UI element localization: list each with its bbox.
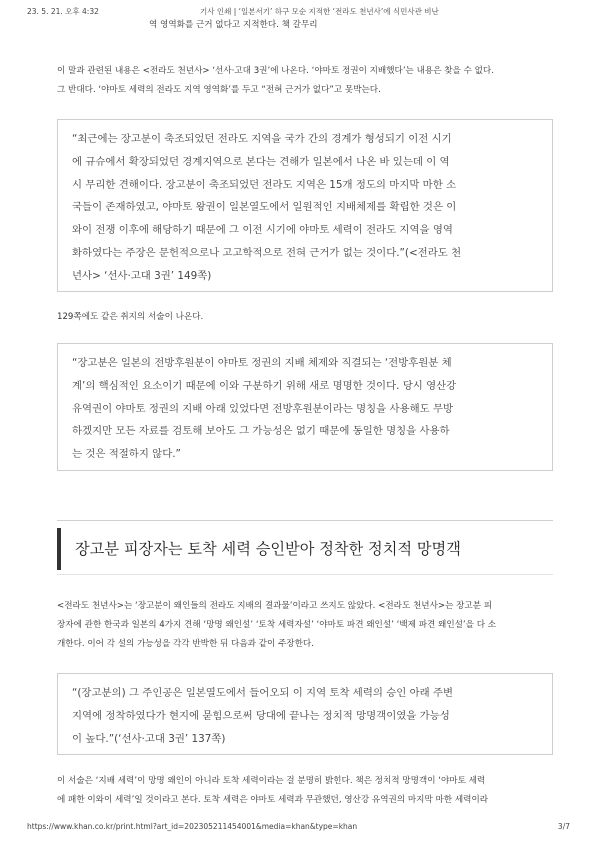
print-url: https://www.khan.co.kr/print.html?art_id=202305211454001&media=khan&type=khan <box>27 822 358 831</box>
paragraph-line: 개한다. 이어 각 설의 가능성을 각각 반박한 뒤 다음과 같이 주장한다. <box>57 639 314 649</box>
quote-line: 는 것은 적절하지 않다.” <box>72 448 181 461</box>
print-article-title: 기사 인쇄 | ‘일본서기’ 하구 모순 지적한 ‘전라도 천년사’에 식민사관 비난 <box>200 7 439 16</box>
paragraph-line: 장자에 관한 한국과 일본의 4가지 견해 ‘망명 왜인설’ ‘토착 세력자설’ ‘야마토 파견 왜인설’ ‘백제 파견 왜인설’을 다 소 <box>57 620 497 630</box>
paragraph-line: 그 반대다. ‘야마토 세력의 전라도 지역 영역화’를 두고 “전혀 근거가 없다”고 못박는다. <box>57 85 381 95</box>
paragraph-line: 129쪽에도 같은 취지의 서술이 나온다. <box>57 312 204 322</box>
paragraph-line: <전라도 천년사>는 ‘장고분이 왜인들의 전라도 지배의 결과물’이라고 쓰지도 않았다. <전라도 천년사>는 장고분 피 <box>57 601 493 611</box>
quote-line: 년사> ‘선사·고대 3권’ 149쪽) <box>72 269 212 282</box>
paragraph-line: 에 패한 이와이 세력’일 것이라고 본다. 토착 세력은 야마토 세력과 무관했던, 영산강 유역권의 마지막 마한 세력이라 <box>57 795 489 805</box>
quote-line: 국들이 존재하였고, 야마토 왕권이 일본열도에서 일원적인 지배체제를 확립한 것은 이 <box>72 201 457 214</box>
quote-line: 유역권이 야마토 정권의 지배 아래 있었다면 전방후원분이라는 명칭을 사용해도 무방 <box>72 402 454 415</box>
quote-line: 와이 전쟁 이후에 해당하기 때문에 그 이전 시기에 야마토 세력이 전라도 지역을 영역 <box>72 224 453 237</box>
print-date: 23. 5. 21. 오후 4:32 <box>27 7 99 16</box>
quote-line: 지역에 정착하였다가 현지에 묻힘으로써 당대에 끝나는 정치적 망명객이였을 가능성 <box>72 709 450 722</box>
subheading-rule <box>57 574 553 575</box>
paragraph-line: 이 서술은 ‘지배 세력’이 망명 왜인이 아니라 토착 세력이라는 걸 분명히 밝힌다. 책은 정치적 망명객이 ‘야마토 세력 <box>57 776 486 786</box>
quote-box-1 <box>57 119 553 292</box>
quote-line: 시 무리한 견해이다. 장고분이 축조되었던 전라도 지역은 15개 정도의 마지막 마한 소 <box>72 178 457 191</box>
section-subheading <box>57 528 553 570</box>
body-paragraph-3 <box>57 597 553 654</box>
body-paragraph-4 <box>57 772 553 810</box>
body-paragraph-1 <box>57 62 553 100</box>
quote-line: 이 높다.”(‘선사·고대 3권’ 137쪽) <box>72 732 226 745</box>
body-paragraph-2 <box>57 308 553 327</box>
page-number: 3/7 <box>557 822 570 831</box>
caption-line: 역 영역화를 근거 없다고 지적한다. 책 갈무리 <box>149 20 318 30</box>
quote-line: “최근에는 장고분이 축조되었던 전라도 지역을 국가 간의 경계가 형성되기 이전 시기 <box>72 133 452 145</box>
quote-line: 계’의 핵심적인 요소이기 때문에 이와 구분하기 위해 새로 명명한 것이다. 당시 영산강 <box>72 379 457 392</box>
quote-box-3 <box>57 673 553 755</box>
quote-line: “장고분은 일본의 전방후원분이 야마토 정권의 지배 체제와 직결되는 ‘전방후원분 체 <box>72 357 452 369</box>
image-caption <box>57 16 553 35</box>
paragraph-line: 이 말과 관련된 내용은 <전라도 천년사> ‘선사·고대 3권’에 나온다. ‘야마토 정권이 지배했다’는 내용은 찾을 수 없다. <box>57 66 494 76</box>
quote-line: 하겠지만 모든 자료를 검토해 보아도 그 가능성은 없기 때문에 동일한 명칭을 사용하 <box>72 425 450 438</box>
subheading-text: 장고분 피장자는 토착 세력 승인받아 정착한 정치적 망명객 <box>75 540 461 558</box>
quote-line: 에 규슈에서 확장되었던 경계지역으로 본다는 견해가 일본에서 나온 바 있는데 이 역 <box>72 155 450 168</box>
quote-line: “(장고분의) 그 주인공은 일본열도에서 들어오되 이 지역 토착 세력의 승인 아래 주변 <box>72 687 454 699</box>
section-divider <box>57 520 553 521</box>
quote-line: 화하였다는 주장은 문헌적으로나 고고학적으로 전혀 근거가 없는 것이다.”(<전라도 천 <box>72 246 462 259</box>
quote-box-2 <box>57 343 553 471</box>
print-footer <box>0 822 600 834</box>
